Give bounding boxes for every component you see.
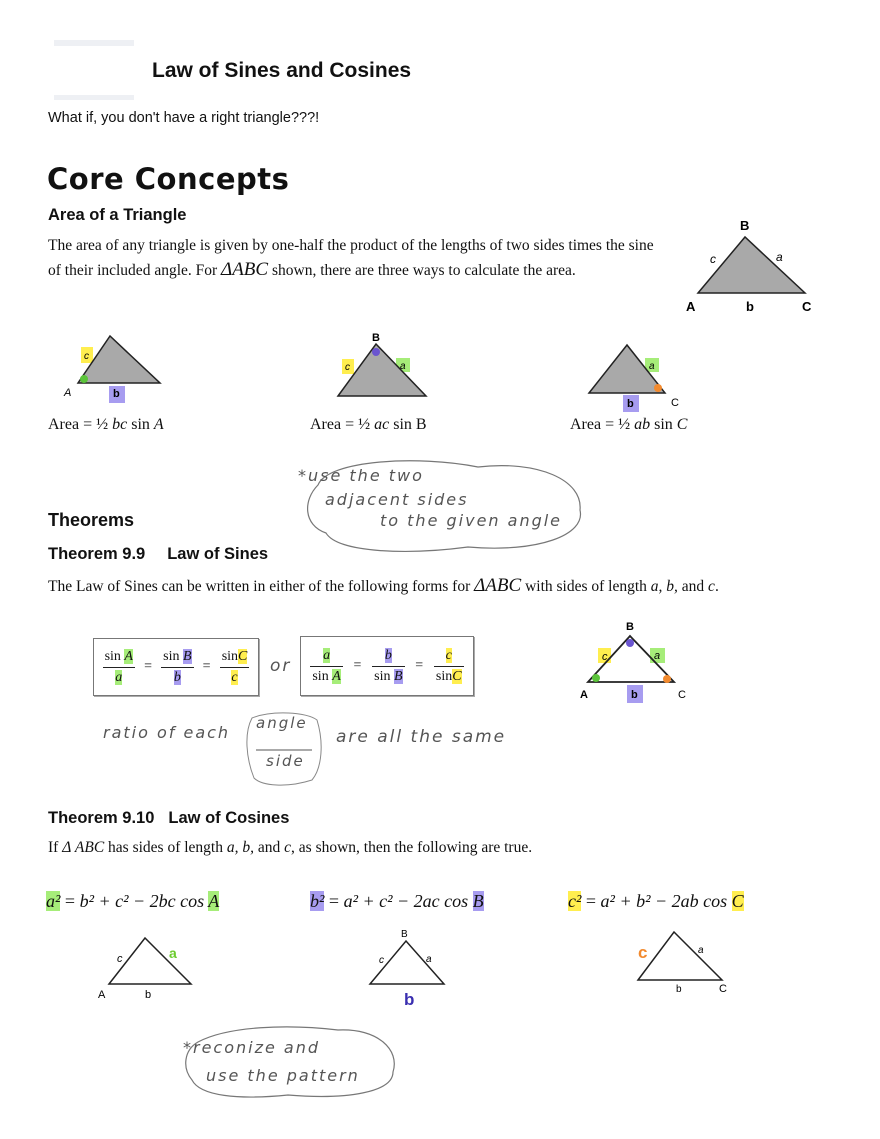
vertex-label-B: B <box>401 929 408 940</box>
note-ratio-den: side <box>266 752 305 770</box>
angle-mark-C <box>654 384 662 392</box>
side-label-b: b <box>404 990 415 1009</box>
area-heading: Area of a Triangle <box>48 206 187 224</box>
law-of-cosines-text: If Δ ABC has sides of length a, b, and c, as shown, then the following are true. <box>48 839 533 856</box>
note-ratio-right: are all the same <box>336 727 507 747</box>
theorems-heading: Theorems <box>48 510 135 530</box>
area-triangle-A <box>60 330 170 405</box>
vertex-label-A: A <box>98 989 106 1000</box>
core-concepts-heading: Core Concepts <box>47 162 290 196</box>
note-ratio-left: ratio of each <box>103 723 231 742</box>
sines-form-2: $\frac{a}{\text{sin A}}$ = $\frac{b}{\text{sin B}}$ = $\frac{c}{\sin C}$ <box>300 636 474 696</box>
page-subtitle: What if, you don't have a right triangle???! <box>48 110 320 126</box>
page-title: Law of Sines and Cosines <box>152 59 412 82</box>
frac-sinB-b: $\frac{\text{sin B}}{b}$ <box>163 648 192 685</box>
note-adjacent-line2: adjacent sides <box>325 490 469 509</box>
area-line-2: of their included angle. For ΔABC shown, there are three ways to calculate the area. <box>48 259 576 280</box>
side-label-a: a <box>654 650 661 662</box>
side-label-b: b <box>145 989 152 1000</box>
vertex-label-B: B <box>740 218 750 233</box>
law-of-sines-text: The Law of Sines can be written in either of the following forms for ΔABC with sides of length a, b, and c. <box>48 575 719 596</box>
side-label-b: b <box>627 398 634 410</box>
triangle-shape <box>638 932 722 980</box>
note-pattern-line1: *reconize and <box>183 1038 321 1057</box>
side-label-a: a <box>169 945 177 961</box>
vertex-label-A: A <box>686 299 696 314</box>
theorem-9-9-heading: Theorem 9.9 Law of Sines <box>48 545 269 563</box>
cosines-triangle-3 <box>630 925 740 995</box>
side-label-c: c <box>379 955 384 966</box>
side-label-a: a <box>776 250 783 264</box>
side-label-a: a <box>649 361 655 372</box>
cosines-formula-a: a² = b² + c² − 2bc cos A <box>46 891 220 911</box>
side-label-b: b <box>746 299 754 314</box>
note-or: or <box>270 656 292 676</box>
cosines-formula-c: c² = a² + b² − 2ab cos C <box>568 891 744 911</box>
angle-mark-A <box>80 375 88 383</box>
area-formula-A: Area = ½ bc sin A <box>48 416 164 433</box>
note-ratio-num: angle <box>256 714 308 732</box>
angle-mark-B <box>626 639 634 647</box>
side-label-c: c <box>84 351 89 362</box>
sines-triangle <box>576 618 696 706</box>
note-adjacent-line3: to the given angle <box>380 511 563 530</box>
cosines-formula-b: b² = a² + c² − 2ac cos B <box>310 891 484 911</box>
area-triangle-B <box>330 330 440 400</box>
angle-mark-A <box>592 674 600 682</box>
vertex-label-C: C <box>719 983 727 995</box>
side-label-a: a <box>698 945 704 956</box>
scan-artifact <box>54 40 134 46</box>
side-label-b: b <box>676 984 682 995</box>
side-label-b: b <box>113 388 120 400</box>
frac-c-sinC: $\frac{c}{\sin C}$ <box>435 647 462 684</box>
reference-triangle <box>680 215 820 315</box>
area-paragraph <box>48 234 688 283</box>
vertex-label-A: A <box>580 689 588 701</box>
area-triangle-C <box>585 340 695 415</box>
angle-mark-B <box>372 348 380 356</box>
area-line-1: The area of any triangle is given by one-half the product of the lengths of two sides times the sine <box>48 237 654 254</box>
frac-sinA-a: $\frac{\text{sin A}}{a}$ <box>104 648 133 685</box>
frac-a-sinA: $\frac{a}{\text{sin A}}$ <box>312 647 341 684</box>
side-label-a: a <box>426 954 432 965</box>
note-cloud-pattern <box>178 1020 403 1100</box>
cosines-triangle-1 <box>95 930 205 1000</box>
side-label-c: c <box>710 252 716 266</box>
vertex-label-C: C <box>802 299 812 314</box>
angle-mark-C <box>663 675 671 683</box>
side-label-b: b <box>631 689 638 701</box>
scan-artifact <box>54 95 134 100</box>
vertex-label-B: B <box>626 621 634 633</box>
side-label-a: a <box>400 361 406 372</box>
hl-A: A <box>124 648 133 664</box>
side-label-c: c <box>117 953 123 965</box>
area-formula-B: Area = ½ ac sin B <box>310 416 427 433</box>
vertex-label-C: C <box>678 689 686 701</box>
side-label-c: c <box>602 651 608 663</box>
side-label-c: c <box>638 943 648 962</box>
theorem-9-10-heading: Theorem 9.10 Law of Cosines <box>48 809 290 827</box>
note-pattern-line2: use the pattern <box>206 1066 360 1085</box>
area-formula-C: Area = ½ ab sin C <box>570 416 688 433</box>
vertex-label-B: B <box>372 332 380 344</box>
cosines-triangle-2 <box>360 925 460 1010</box>
side-label-c: c <box>345 362 350 373</box>
frac-sinC-c: $\frac{\sin C}{c}$ <box>221 648 248 685</box>
vertex-label-C: C <box>671 397 679 409</box>
vertex-label-A: A <box>64 387 72 399</box>
sines-form-1: $\frac{\text{sin A}}{a}$ = $\frac{\text{sin B}}{b}$ = $\frac{\sin C}{c}$ <box>93 638 259 696</box>
frac-b-sinB: $\frac{b}{\text{sin B}}$ <box>374 647 403 684</box>
note-adjacent-line1: *use the two <box>298 466 424 485</box>
